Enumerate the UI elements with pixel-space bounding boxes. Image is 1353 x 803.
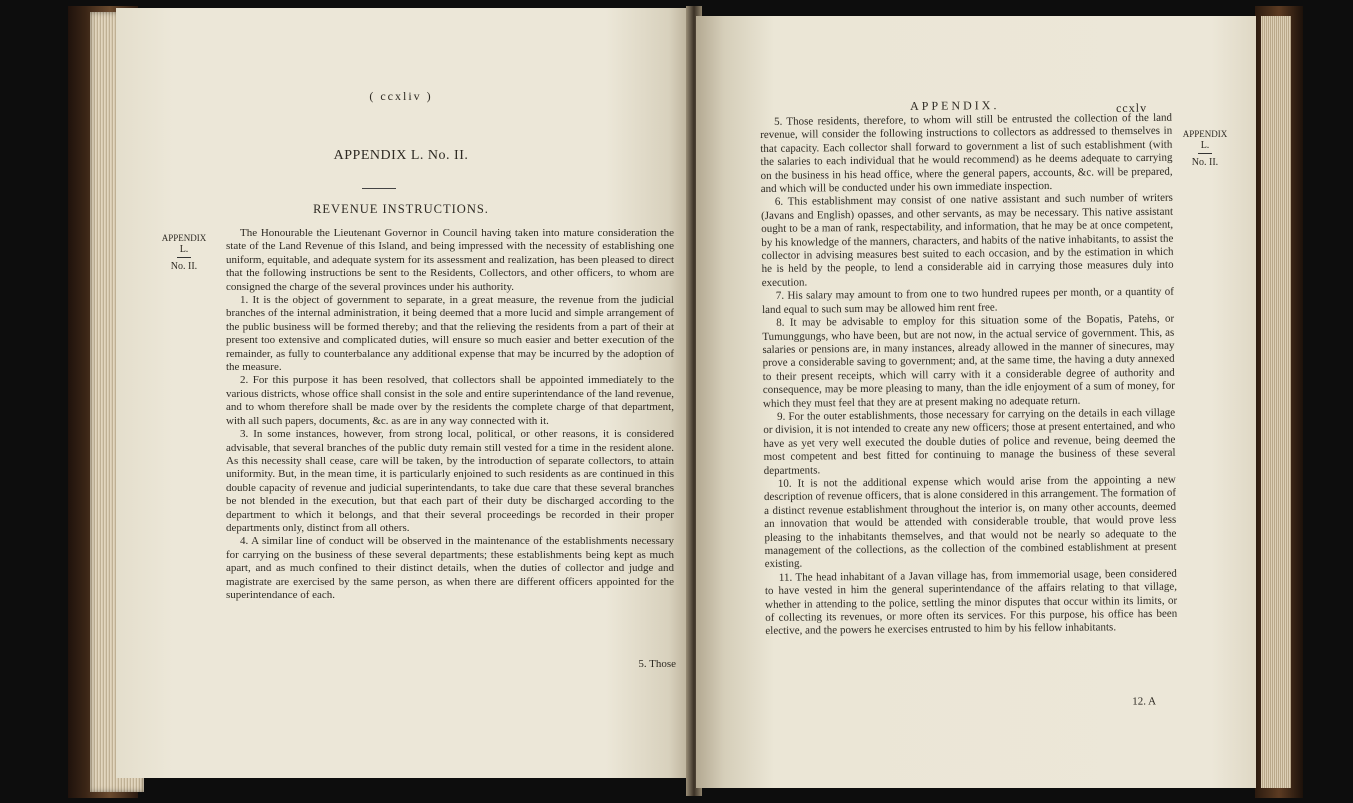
running-head: APPENDIX. (909, 98, 1000, 113)
left-page (116, 8, 692, 778)
margin-rule (1198, 153, 1212, 154)
margin-rule (177, 257, 191, 258)
margin-letter: L. (1200, 140, 1210, 151)
paragraph: 3. In some instances, however, from strong local, political, or other reasons, it is considered advisable, that several branches of the public duty remain still vested for a time in the resident alone. As this necessity shall cease, care will be taken, by the introduction of separate collectors, to attain uniformity. But, in the mean time, it is particularly enjoined to such residents as are continued in this double capacity of revenue and judicial superintendants, to take due care that these several branches be not blended in the execution, but that each part of their duty be discharged according to the department to which it belongs, and that their several proceedings be recorded in their proper departments only, distinct from all others. (226, 428, 674, 534)
margin-number: No. II. (1191, 157, 1219, 168)
page-number: ( ccxliv ) (369, 89, 433, 103)
margin-note (1178, 128, 1232, 169)
open-book (68, 6, 1303, 798)
margin-note (158, 232, 210, 273)
section-heading: REVENUE INSTRUCTIONS. (313, 202, 489, 216)
paragraph: 9. For the outer establishments, those necessary for carrying on the details in each village or division, it is not intended to create any new officers; those at present entertained, and who have as yet very well executed the double duties of police and revenue, being deemed the most competent and best fitted for continuing to manage the business of these several departments. (763, 406, 1176, 477)
paragraph: 4. A similar line of conduct will be observed in the maintenance of the establishments necessary for carrying on the business of these several departments; these establishments being kept as much apart, and as much confined to their distinct details, when the duties of collector and judge and magistrate are exercised by the same person, as when there are different officers appointed for the superintendance of each. (226, 535, 674, 601)
appendix-title: APPENDIX L. No. II. (333, 148, 469, 163)
title-rule (362, 188, 396, 189)
paragraph: 1. It is the object of government to separate, in a great measure, the revenue from the judicial branches of the internal administration, it being deemed that a more lucid and simple arrangement of the public business will be formed thereby; and that the relieving the residents from a part of their at present too extensive and complicated duties, will ensure so much easier and better execution of the remainder, as fully to counterbalance any additional expense that may be incurred by the adoption of the measure. (226, 294, 674, 374)
paragraph: 2. For this purpose it has been resolved, that collectors shall be appointed immediately to the various districts, whose office shall consist in the sole and entire superintendance of the land revenue, and to whom therefore shall be made over by the residents the complete charge of that department, with all such papers, documents, &c. as are in any way connected with it. (226, 374, 674, 427)
catchword: 5. Those (638, 658, 676, 670)
paragraph: 10. It is not the additional expense which would arise from the appointing a new description of revenue officers, that is alone considered in this arrangement. The formation of a distinct revenue establishment throughout the interior is, on many other accounts, deemed an innovation that would be attended with considerable trouble, that would prove less pleasing to the inhabitants themselves, and that would not be nearly so adequate to the management of the collections, as the collection of the combined establishment at present existing. (763, 473, 1177, 571)
paragraph: 6. This establishment may consist of one native assistant and such number of writers (Javans and English) opasses, and other servants, as may be necessary. This native assistant ought to be a man of rank, respectability, and information, that he may be at once competent, by his knowledge of the manners, characters, and habits of the native inhabitants, to assist the collector in advising measures best suited to each occasion, and by the estimation in which he is held by the people, to lend a considerable aid in carrying those measures duly into execution. (760, 192, 1174, 289)
page-edges-right (1261, 16, 1291, 788)
margin-appendix-label: APPENDIX (1182, 129, 1228, 139)
body-text (226, 227, 674, 602)
body-text (760, 112, 1177, 639)
margin-letter: L. (179, 244, 189, 255)
margin-number: No. II. (170, 261, 198, 272)
paragraph: 7. His salary may amount to from one to two hundred rupees per month, or a quantity of land equal to such sum may be allowed him rent free. (761, 285, 1174, 316)
catchword: 12. A (1132, 695, 1157, 708)
page-number: ccxlv (1115, 100, 1148, 115)
right-page (696, 16, 1256, 788)
paragraph: 5. Those residents, therefore, to whom will still be entrusted the collection of the land revenue, will consider the following instructions to collectors as addressed to themselves in that capacity. Each collector shall forward to government a list of such establishment (with the salaries to each individual that he would recommend) as he deems adequate to carrying on the business in his head office, where the general papers, accounts, &c. will be prepared, and which will be conducted under his own immediate inspection. (760, 111, 1173, 196)
paragraph: The Honourable the Lieutenant Governor in Council having taken into mature consideration the state of the Land Revenue of this Island, and being impressed with the necessity of establishing one uniform, equitable, and adequate system for its assessment and realization, has been pleased to direct that the following instructions be sent to the Residents, Collectors, and other officers, to whom are consigned the charge of the several provinces under his authority. (226, 227, 674, 293)
paragraph: 8. It may be advisable to employ for this situation some of the Bopatis, Patehs, or Tumunggungs, who have been, but are not now, in the actual service of government. This, as salaries or pensions are, in many instances, already allowed in the manner of sinecures, may prove a considerable saving to government; and, at the same time, the having a duty annexed to their present receipts, which will carry with it a considerable degree of authority and consequence, may be more pleasing to many, than the idle enjoyment of a sum of money, for which they must feel that they are at present making no adequate return. (762, 312, 1175, 410)
margin-appendix-label: APPENDIX (161, 233, 207, 243)
paragraph: 11. The head inhabitant of a Javan village has, from immemorial usage, been considered to have vested in him the general superintendance of the affairs relating to that village, whether in attending to the police, settling the minor disputes that occur within its limits, or of collecting its revenues, or more often its services. For this purpose, his office has been elective, and the powers he exercises entrusted to him by his fellow inhabitants. (764, 567, 1178, 638)
